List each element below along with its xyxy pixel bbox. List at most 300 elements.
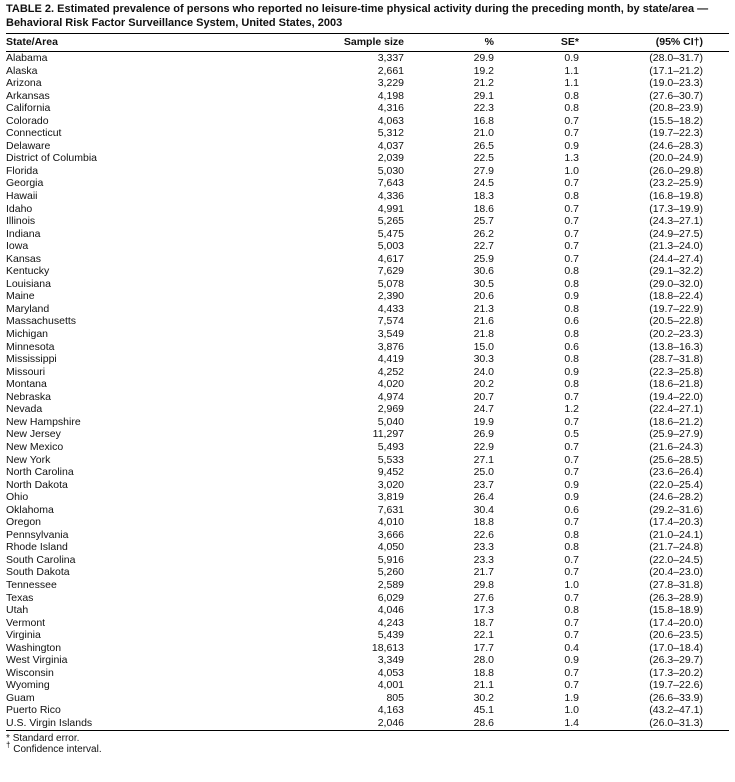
se-cell: 0.8	[564, 604, 579, 617]
sample-size-cell: 3,020	[377, 478, 404, 491]
sample-size-cell: 4,316	[377, 102, 404, 115]
se-cell: 0.5	[564, 428, 579, 441]
percent-cell: 22.6	[473, 528, 494, 541]
table-row	[6, 190, 729, 203]
se-cell: 0.7	[564, 591, 579, 604]
state-area-cell: Rhode Island	[6, 541, 68, 554]
sample-size-cell: 5,312	[377, 127, 404, 140]
percent-cell: 17.3	[473, 604, 494, 617]
table-row	[6, 504, 729, 517]
ci-cell: (21.6–24.3)	[649, 440, 703, 453]
se-cell: 1.2	[564, 403, 579, 416]
footnote-standard-error	[6, 733, 729, 745]
table-row	[6, 617, 729, 630]
se-cell: 0.7	[564, 252, 579, 265]
se-cell: 1.3	[564, 152, 579, 165]
percent-cell: 20.7	[473, 390, 494, 403]
state-area-cell: Maryland	[6, 302, 50, 315]
state-area-cell: Alaska	[6, 64, 38, 77]
percent-cell: 27.1	[473, 453, 494, 466]
state-area-cell: Connecticut	[6, 127, 62, 140]
ci-cell: (22.0–25.4)	[649, 478, 703, 491]
sample-size-cell: 4,010	[377, 516, 404, 529]
sample-size-cell: 5,040	[377, 415, 404, 428]
table-row	[6, 341, 729, 354]
state-area-cell: Colorado	[6, 114, 49, 127]
ci-cell: (21.7–24.8)	[649, 541, 703, 554]
sample-size-cell: 7,643	[377, 177, 404, 190]
table-row	[6, 378, 729, 391]
sample-size-cell: 2,390	[377, 290, 404, 303]
table-row	[6, 717, 729, 730]
ci-cell: (17.4–20.0)	[649, 616, 703, 629]
sample-size-cell: 4,991	[377, 202, 404, 215]
ci-cell: (21.0–24.1)	[649, 528, 703, 541]
percent-cell: 27.9	[473, 164, 494, 177]
sample-size-cell: 7,631	[377, 503, 404, 516]
percent-cell: 18.3	[473, 190, 494, 203]
sample-size-cell: 5,439	[377, 629, 404, 642]
se-cell: 1.0	[564, 704, 579, 717]
sample-size-cell: 5,533	[377, 453, 404, 466]
se-cell: 1.9	[564, 691, 579, 704]
percent-cell: 21.8	[473, 328, 494, 341]
ci-cell: (24.3–27.1)	[649, 215, 703, 228]
state-area-cell: Guam	[6, 691, 35, 704]
ci-cell: (20.8–23.9)	[649, 102, 703, 115]
table-row	[6, 441, 729, 454]
percent-cell: 18.7	[473, 616, 494, 629]
percent-cell: 26.4	[473, 491, 494, 504]
ci-cell: (19.7–22.6)	[649, 679, 703, 692]
sample-size-cell: 7,574	[377, 315, 404, 328]
percent-cell: 26.5	[473, 139, 494, 152]
table-row	[6, 177, 729, 190]
se-cell: 0.8	[564, 353, 579, 366]
ci-cell: (24.9–27.5)	[649, 227, 703, 240]
footnote-text: Confidence interval.	[13, 744, 102, 756]
sample-size-cell: 3,666	[377, 528, 404, 541]
table-row	[6, 102, 729, 115]
percent-cell: 26.9	[473, 428, 494, 441]
ci-cell: (16.8–19.8)	[649, 190, 703, 203]
percent-cell: 22.1	[473, 629, 494, 642]
table-row	[6, 529, 729, 542]
percent-cell: 21.6	[473, 315, 494, 328]
state-area-cell: South Carolina	[6, 553, 76, 566]
ci-cell: (28.7–31.8)	[649, 353, 703, 366]
sample-size-cell: 4,163	[377, 704, 404, 717]
ci-cell: (20.6–23.5)	[649, 629, 703, 642]
col-header-ci: (95% CI†)	[579, 34, 729, 52]
sample-size-cell: 9,452	[377, 466, 404, 479]
state-area-cell: Montana	[6, 378, 47, 391]
percent-cell: 45.1	[473, 704, 494, 717]
percent-cell: 18.6	[473, 202, 494, 215]
sample-size-cell: 3,549	[377, 328, 404, 341]
table-row	[6, 642, 729, 655]
percent-cell: 21.0	[473, 127, 494, 140]
header-row	[6, 34, 729, 52]
state-area-cell: Illinois	[6, 215, 36, 228]
state-area-cell: Nebraska	[6, 390, 51, 403]
sample-size-cell: 4,063	[377, 114, 404, 127]
state-area-cell: Georgia	[6, 177, 44, 190]
table-header	[6, 34, 729, 52]
state-area-cell: North Dakota	[6, 478, 68, 491]
table-row	[6, 278, 729, 291]
table-row	[6, 479, 729, 492]
se-cell: 0.9	[564, 290, 579, 303]
se-cell: 0.7	[564, 114, 579, 127]
sample-size-cell: 4,617	[377, 252, 404, 265]
sample-size-cell: 7,629	[377, 265, 404, 278]
table-row	[6, 215, 729, 228]
se-cell: 0.7	[564, 466, 579, 479]
state-area-cell: South Dakota	[6, 566, 70, 579]
state-area-cell: Michigan	[6, 328, 49, 341]
state-area-cell: New Hampshire	[6, 415, 81, 428]
se-cell: 1.1	[564, 64, 579, 77]
ci-cell: (19.7–22.9)	[649, 302, 703, 315]
percent-cell: 24.0	[473, 365, 494, 378]
ci-cell: (20.4–23.0)	[649, 566, 703, 579]
se-cell: 0.9	[564, 365, 579, 378]
se-cell: 0.9	[564, 52, 579, 64]
percent-cell: 25.7	[473, 215, 494, 228]
sample-size-cell: 2,589	[377, 578, 404, 591]
se-cell: 0.9	[564, 491, 579, 504]
sample-size-cell: 4,198	[377, 89, 404, 102]
table-row	[6, 416, 729, 429]
state-area-cell: New Jersey	[6, 428, 61, 441]
state-area-cell: Missouri	[6, 365, 46, 378]
percent-cell: 23.3	[473, 553, 494, 566]
state-area-cell: Pennsylvania	[6, 528, 69, 541]
sample-size-cell: 4,974	[377, 390, 404, 403]
footnote-confidence-interval	[6, 740, 729, 756]
se-cell: 0.7	[564, 453, 579, 466]
table-row	[6, 454, 729, 467]
percent-cell: 22.3	[473, 102, 494, 115]
percent-cell: 30.4	[473, 503, 494, 516]
table-row	[6, 366, 729, 379]
state-area-cell: Wyoming	[6, 679, 50, 692]
percent-cell: 23.7	[473, 478, 494, 491]
state-area-cell: Minnesota	[6, 340, 55, 353]
footnote-symbol: *	[6, 732, 10, 744]
table-row	[6, 253, 729, 266]
prevalence-table	[6, 33, 729, 731]
ci-cell: (20.0–24.9)	[649, 152, 703, 165]
percent-cell: 28.0	[473, 654, 494, 667]
percent-cell: 20.2	[473, 378, 494, 391]
ci-cell: (24.6–28.3)	[649, 139, 703, 152]
se-cell: 0.8	[564, 277, 579, 290]
percent-cell: 25.9	[473, 252, 494, 265]
ci-cell: (17.3–19.9)	[649, 202, 703, 215]
state-area-cell: Kansas	[6, 252, 42, 265]
se-cell: 0.7	[564, 177, 579, 190]
sample-size-cell: 5,916	[377, 553, 404, 566]
state-area-cell: Idaho	[6, 202, 33, 215]
table-row	[6, 704, 729, 717]
state-area-cell: New Mexico	[6, 440, 64, 453]
table-row	[6, 667, 729, 680]
table-body	[6, 52, 729, 731]
percent-cell: 29.9	[473, 52, 494, 64]
ci-cell: (26.0–29.8)	[649, 164, 703, 177]
sample-size-cell: 2,039	[377, 152, 404, 165]
state-area-cell: Washington	[6, 641, 62, 654]
state-area-cell: Florida	[6, 164, 39, 177]
se-cell: 0.4	[564, 641, 579, 654]
ci-cell: (15.5–18.2)	[649, 114, 703, 127]
state-area-cell: U.S. Virgin Islands	[6, 716, 93, 729]
table-row	[6, 391, 729, 404]
table-row	[6, 52, 729, 65]
state-area-cell: Oregon	[6, 516, 42, 529]
percent-cell: 29.1	[473, 89, 494, 102]
ci-cell: (25.9–27.9)	[649, 428, 703, 441]
sample-size-cell: 6,029	[377, 591, 404, 604]
percent-cell: 28.6	[473, 716, 494, 729]
ci-cell: (29.0–32.0)	[649, 277, 703, 290]
sample-size-cell: 4,001	[377, 679, 404, 692]
percent-cell: 30.5	[473, 277, 494, 290]
se-cell: 0.7	[564, 202, 579, 215]
table-row	[6, 403, 729, 416]
state-area-cell: Virginia	[6, 629, 41, 642]
percent-cell: 23.3	[473, 541, 494, 554]
col-header-percent: %	[404, 34, 494, 52]
ci-cell: (25.6–28.5)	[649, 453, 703, 466]
percent-cell: 20.6	[473, 290, 494, 303]
se-cell: 0.8	[564, 328, 579, 341]
sample-size-cell: 2,661	[377, 64, 404, 77]
ci-cell: (22.0–24.5)	[649, 553, 703, 566]
table-row	[6, 303, 729, 316]
table-row	[6, 228, 729, 241]
se-cell: 0.9	[564, 478, 579, 491]
sample-size-cell: 5,003	[377, 240, 404, 253]
percent-cell: 18.8	[473, 666, 494, 679]
ci-cell: (27.8–31.8)	[649, 578, 703, 591]
ci-cell: (19.0–23.3)	[649, 77, 703, 90]
se-cell: 0.7	[564, 566, 579, 579]
col-header-sample-size: Sample size	[286, 34, 404, 52]
table-row	[6, 140, 729, 153]
se-cell: 0.7	[564, 679, 579, 692]
state-area-cell: Massachusetts	[6, 315, 77, 328]
sample-size-cell: 805	[386, 691, 404, 704]
sample-size-cell: 4,336	[377, 190, 404, 203]
se-cell: 0.8	[564, 190, 579, 203]
state-area-cell: Puerto Rico	[6, 704, 61, 717]
percent-cell: 19.2	[473, 64, 494, 77]
table-row	[6, 579, 729, 592]
se-cell: 0.6	[564, 340, 579, 353]
percent-cell: 22.5	[473, 152, 494, 165]
se-cell: 0.9	[564, 654, 579, 667]
state-area-cell: Indiana	[6, 227, 41, 240]
state-area-cell: New York	[6, 453, 51, 466]
percent-cell: 30.3	[473, 353, 494, 366]
ci-cell: (29.1–32.2)	[649, 265, 703, 278]
state-area-cell: Kentucky	[6, 265, 50, 278]
se-cell: 0.7	[564, 240, 579, 253]
percent-cell: 25.0	[473, 466, 494, 479]
sample-size-cell: 4,050	[377, 541, 404, 554]
se-cell: 0.7	[564, 227, 579, 240]
ci-cell: (17.0–18.4)	[649, 641, 703, 654]
state-area-cell: West Virginia	[6, 654, 68, 667]
table-row	[6, 165, 729, 178]
table-row	[6, 203, 729, 216]
se-cell: 1.0	[564, 578, 579, 591]
state-area-cell: Oklahoma	[6, 503, 54, 516]
se-cell: 0.8	[564, 541, 579, 554]
sample-size-cell: 3,229	[377, 77, 404, 90]
ci-cell: (21.3–24.0)	[649, 240, 703, 253]
ci-cell: (22.4–27.1)	[649, 403, 703, 416]
table-row	[6, 290, 729, 303]
table-row	[6, 152, 729, 165]
sample-size-cell: 5,260	[377, 566, 404, 579]
percent-cell: 26.2	[473, 227, 494, 240]
se-cell: 0.6	[564, 503, 579, 516]
sample-size-cell: 3,349	[377, 654, 404, 667]
ci-cell: (19.4–22.0)	[649, 390, 703, 403]
se-cell: 1.4	[564, 716, 579, 729]
state-area-cell: District of Columbia	[6, 152, 98, 165]
percent-cell: 21.7	[473, 566, 494, 579]
table-row	[6, 692, 729, 705]
ci-cell: (18.8–22.4)	[649, 290, 703, 303]
ci-cell: (13.8–16.3)	[649, 340, 703, 353]
state-area-cell: California	[6, 102, 51, 115]
footnote-text: Standard error.	[12, 732, 80, 744]
percent-cell: 17.7	[473, 641, 494, 654]
percent-cell: 24.5	[473, 177, 494, 190]
se-cell: 0.7	[564, 127, 579, 140]
state-area-cell: Ohio	[6, 491, 29, 504]
table-row	[6, 592, 729, 605]
table-row	[6, 90, 729, 103]
percent-cell: 15.0	[473, 340, 494, 353]
sample-size-cell: 5,265	[377, 215, 404, 228]
state-area-cell: Utah	[6, 604, 29, 617]
ci-cell: (20.5–22.8)	[649, 315, 703, 328]
se-cell: 1.1	[564, 77, 579, 90]
table-row	[6, 115, 729, 128]
state-area-cell: Vermont	[6, 616, 46, 629]
ci-cell: (26.3–29.7)	[649, 654, 703, 667]
sample-size-cell: 4,433	[377, 302, 404, 315]
se-cell: 0.7	[564, 440, 579, 453]
sample-size-cell: 4,053	[377, 666, 404, 679]
ci-cell: (27.6–30.7)	[649, 89, 703, 102]
table-row	[6, 77, 729, 90]
footnotes	[6, 733, 729, 756]
ci-cell: (26.0–31.3)	[649, 716, 703, 729]
state-area-cell: North Carolina	[6, 466, 74, 479]
table-row	[6, 315, 729, 328]
table-row	[6, 604, 729, 617]
state-area-cell: Tennessee	[6, 578, 57, 591]
state-area-cell: Arkansas	[6, 89, 50, 102]
col-header-se: SE*	[494, 34, 579, 52]
table-row	[6, 554, 729, 567]
ci-cell: (26.6–33.9)	[649, 691, 703, 704]
table-row	[6, 516, 729, 529]
state-area-cell: Nevada	[6, 403, 43, 416]
ci-cell: (23.2–25.9)	[649, 177, 703, 190]
sample-size-cell: 4,046	[377, 604, 404, 617]
ci-cell: (26.3–28.9)	[649, 591, 703, 604]
sample-size-cell: 4,419	[377, 353, 404, 366]
sample-size-cell: 11,297	[372, 428, 404, 441]
se-cell: 0.7	[564, 215, 579, 228]
sample-size-cell: 18,613	[371, 641, 404, 654]
state-area-cell: Mississippi	[6, 353, 57, 366]
state-area-cell: Arizona	[6, 77, 42, 90]
se-cell: 0.8	[564, 89, 579, 102]
se-cell: 0.7	[564, 390, 579, 403]
percent-cell: 18.8	[473, 516, 494, 529]
ci-cell: (18.6–21.8)	[649, 378, 703, 391]
ci-cell: (17.3–20.2)	[649, 666, 703, 679]
state-area-cell: Wisconsin	[6, 666, 54, 679]
table-row	[6, 127, 729, 140]
table-title: TABLE 2. Estimated prevalence of persons who reported no leisure-time physical activity during the preceding month, by state/area — Behavioral Risk Factor Surveillance System, United States, 2003	[6, 3, 709, 29]
table-row	[6, 428, 729, 441]
ci-cell: (28.0–31.7)	[649, 52, 703, 64]
percent-cell: 19.9	[473, 415, 494, 428]
ci-cell: (17.1–21.2)	[649, 64, 703, 77]
se-cell: 0.8	[564, 378, 579, 391]
table-row	[6, 566, 729, 579]
footnote-symbol: †	[6, 740, 11, 750]
percent-cell: 21.2	[473, 77, 494, 90]
sample-size-cell: 2,969	[377, 403, 404, 416]
col-header-state-area: State/Area	[6, 34, 286, 52]
ci-cell: (20.2–23.3)	[649, 328, 703, 341]
sample-size-cell: 3,876	[377, 340, 404, 353]
se-cell: 0.8	[564, 265, 579, 278]
table-row	[6, 541, 729, 554]
se-cell: 0.7	[564, 553, 579, 566]
percent-cell: 22.9	[473, 440, 494, 453]
state-area-cell: Delaware	[6, 139, 51, 152]
table-row	[6, 328, 729, 341]
percent-cell: 30.6	[473, 265, 494, 278]
percent-cell: 24.7	[473, 403, 494, 416]
se-cell: 0.8	[564, 102, 579, 115]
table-row	[6, 265, 729, 278]
sample-size-cell: 4,243	[377, 616, 404, 629]
ci-cell: (17.4–20.3)	[649, 516, 703, 529]
sample-size-cell: 5,475	[377, 227, 404, 240]
sample-size-cell: 4,037	[377, 139, 404, 152]
se-cell: 1.0	[564, 164, 579, 177]
sample-size-cell: 3,819	[377, 491, 404, 504]
table-row	[6, 629, 729, 642]
table-row	[6, 466, 729, 479]
state-area-cell: Louisiana	[6, 277, 51, 290]
sample-size-cell: 5,078	[377, 277, 404, 290]
percent-cell: 29.8	[473, 578, 494, 591]
